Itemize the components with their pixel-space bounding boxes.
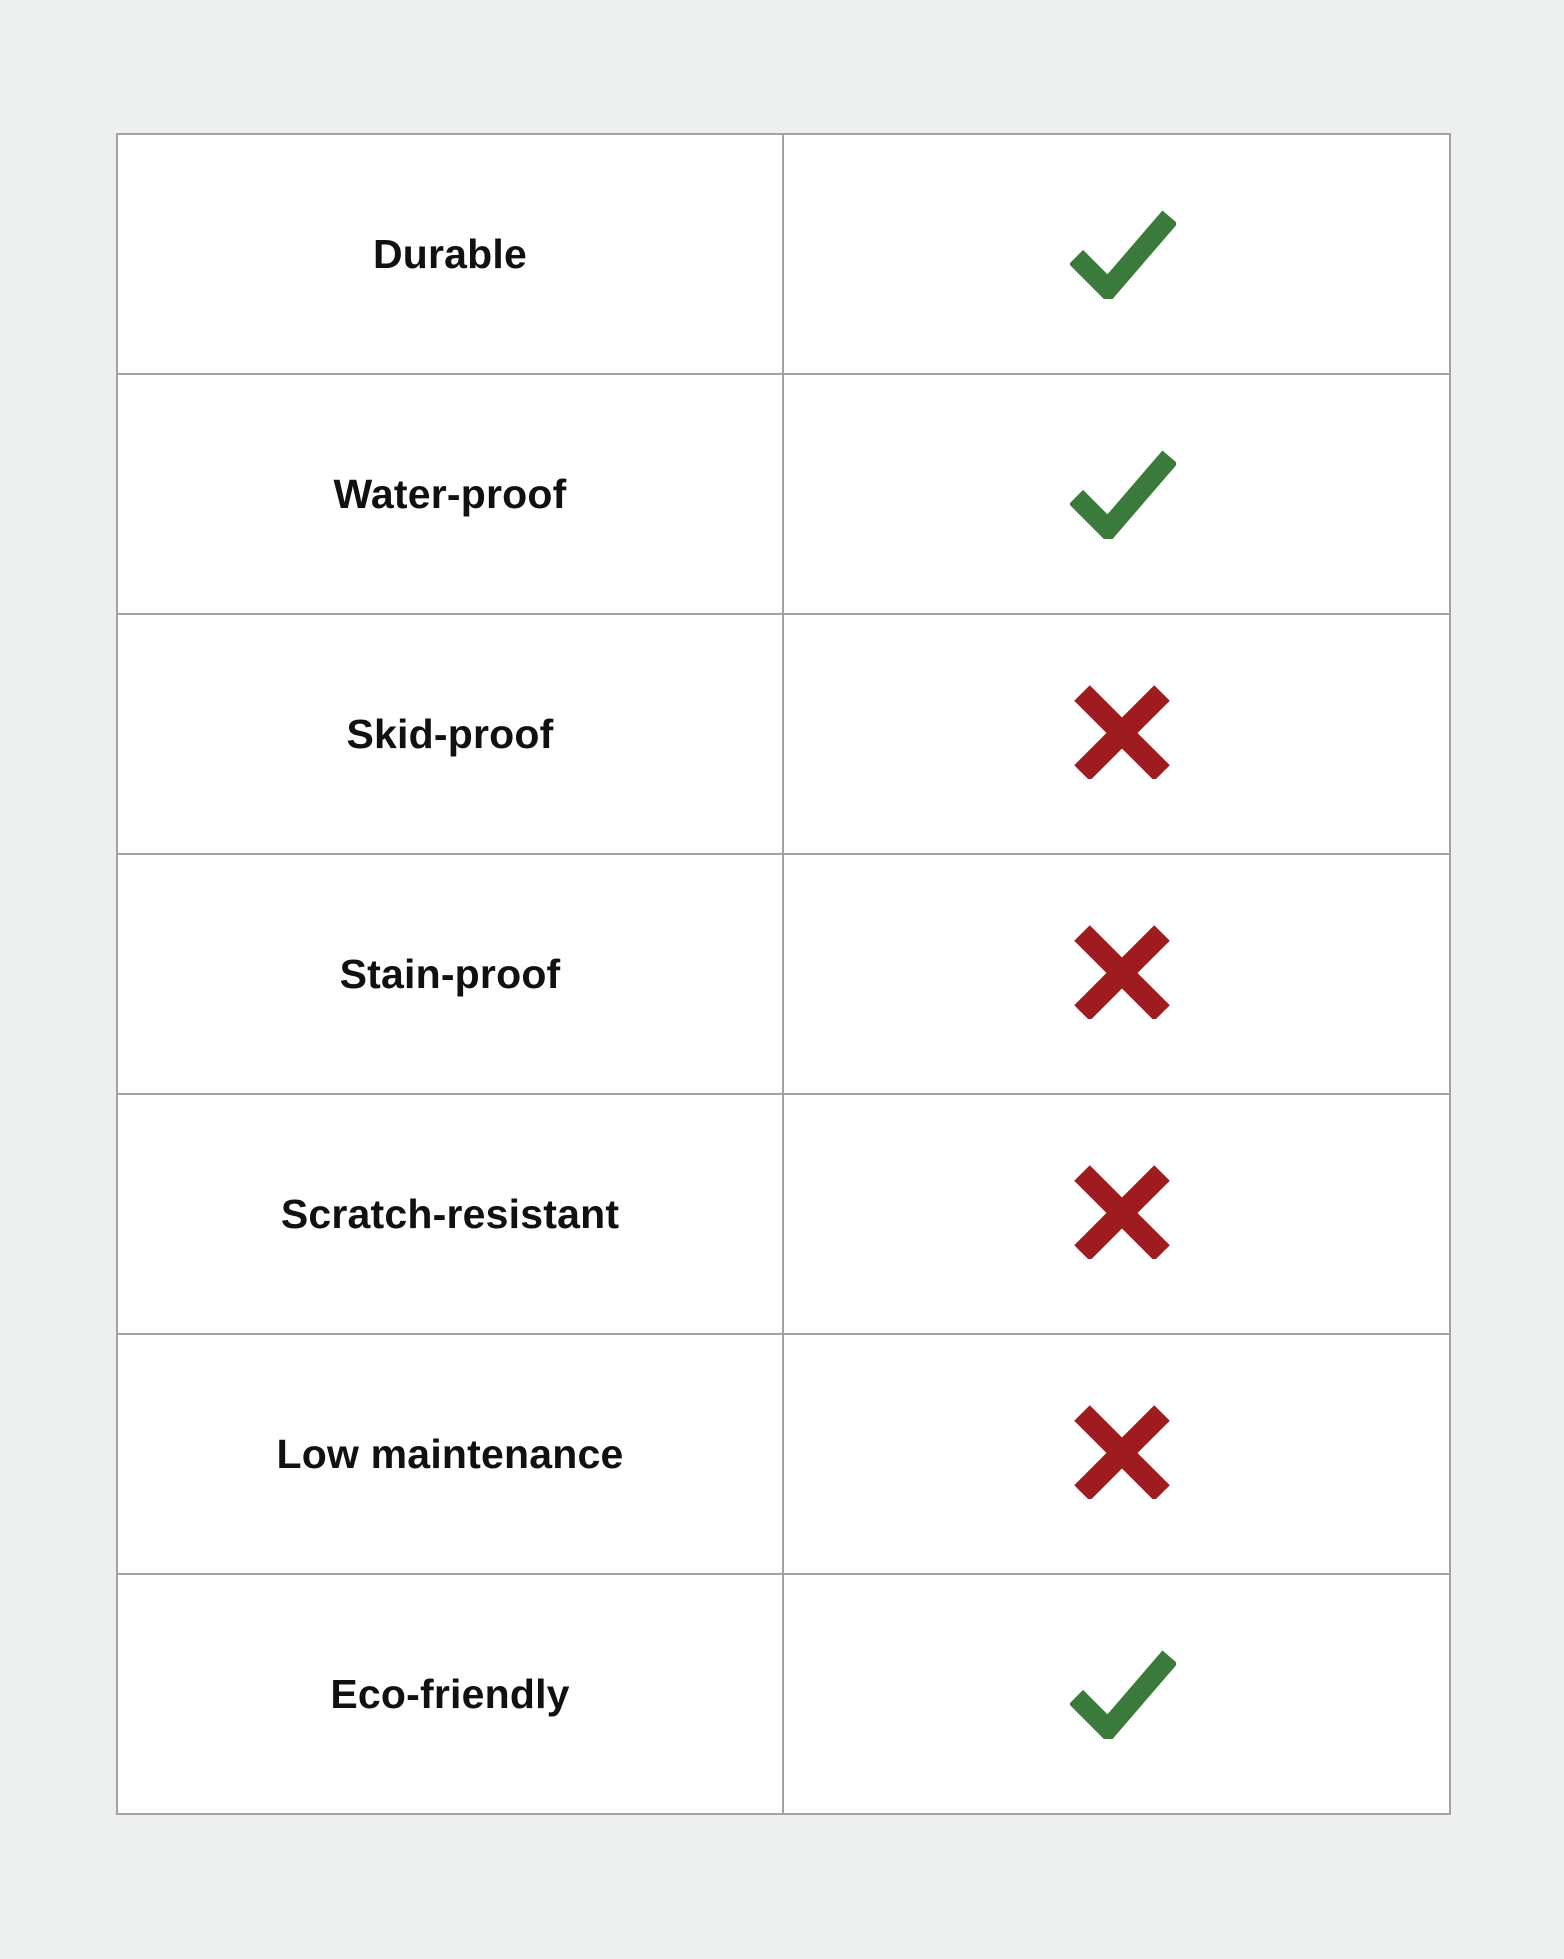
status-cell xyxy=(783,1334,1450,1574)
features-comparison-table xyxy=(116,133,1451,1815)
table-row xyxy=(117,1574,1450,1814)
status-cell xyxy=(783,1094,1450,1334)
feature-label: Stain-proof xyxy=(339,950,561,997)
status-cell xyxy=(783,374,1450,614)
check-icon xyxy=(1070,1645,1176,1739)
feature-label: Low maintenance xyxy=(276,1430,624,1477)
feature-cell xyxy=(117,1334,783,1574)
feature-label: Skid-proof xyxy=(346,710,554,757)
feature-label: Eco-friendly xyxy=(330,1670,570,1717)
feature-label: Scratch-resistant xyxy=(280,1190,620,1237)
feature-cell xyxy=(117,854,783,1094)
status-cell xyxy=(783,134,1450,374)
cross-icon xyxy=(1070,1405,1176,1499)
table-row xyxy=(117,1094,1450,1334)
feature-cell xyxy=(117,614,783,854)
cross-icon xyxy=(1070,1165,1176,1259)
table-body xyxy=(117,134,1450,1814)
status-cell xyxy=(783,1574,1450,1814)
status-cell xyxy=(783,854,1450,1094)
table-row xyxy=(117,134,1450,374)
cross-icon xyxy=(1070,685,1176,779)
check-icon xyxy=(1070,445,1176,539)
check-icon xyxy=(1070,205,1176,299)
feature-label: Durable xyxy=(372,230,528,277)
table-row xyxy=(117,1334,1450,1574)
table-row xyxy=(117,614,1450,854)
feature-cell xyxy=(117,1574,783,1814)
feature-label: Water-proof xyxy=(333,470,567,517)
feature-cell xyxy=(117,134,783,374)
feature-cell xyxy=(117,374,783,614)
status-cell xyxy=(783,614,1450,854)
table-row xyxy=(117,854,1450,1094)
cross-icon xyxy=(1070,925,1176,1019)
table-row xyxy=(117,374,1450,614)
feature-cell xyxy=(117,1094,783,1334)
